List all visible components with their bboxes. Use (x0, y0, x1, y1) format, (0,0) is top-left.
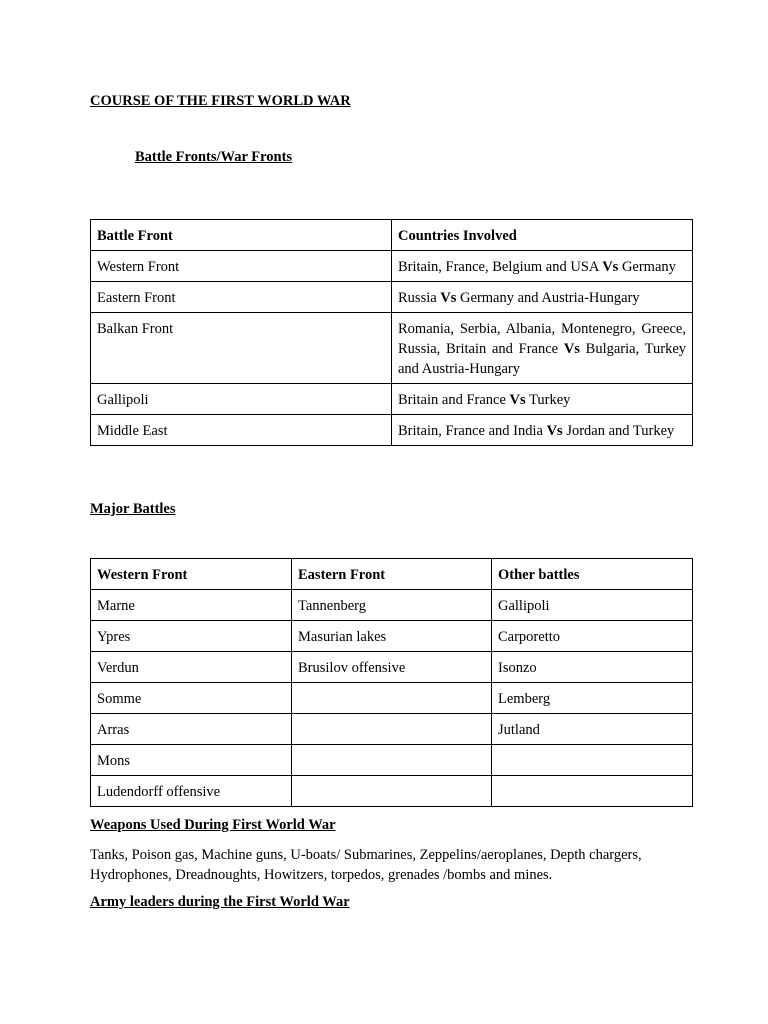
battle-cell (292, 776, 492, 807)
table-row (91, 384, 693, 415)
countries-cell (392, 313, 693, 384)
table-row (91, 590, 693, 621)
column-header-other-battles: Other battles (492, 559, 693, 590)
versus-label: Vs (602, 259, 619, 275)
battle-cell: Mons (91, 745, 292, 776)
weapons-paragraph: Tanks, Poison gas, Machine guns, U-boats/ Submarines, Zeppelins/aeroplanes, Depth chargers, Hydrophones, Dreadnoughts, Howitzers, torpedos, grenades /bombs and mines. (90, 847, 642, 883)
table-row (91, 282, 693, 313)
versus-label: Vs (546, 423, 563, 439)
countries-side-a: Britain and France (398, 392, 506, 408)
countries-side-a: Russia (398, 290, 437, 306)
battle-cell: Marne (91, 590, 292, 621)
versus-label: Vs (509, 392, 526, 408)
table-row (91, 251, 693, 282)
table-row (91, 415, 693, 446)
table-row (91, 652, 693, 683)
countries-side-b: Turkey (529, 392, 571, 408)
battle-cell: Verdun (91, 652, 292, 683)
front-name-cell: Balkan Front (91, 313, 392, 384)
column-header-countries-involved: Countries Involved (392, 220, 693, 251)
battle-cell: Ludendorff offensive (91, 776, 292, 807)
battle-cell (292, 683, 492, 714)
battle-cell: Jutland (492, 714, 693, 745)
countries-side-a: Britain, France and India (398, 423, 543, 439)
countries-side-b: Germany and Austria-Hungary (460, 290, 640, 306)
column-header-western-front: Western Front (91, 559, 292, 590)
table-header-row (91, 559, 693, 590)
battle-cell: Gallipoli (492, 590, 693, 621)
table-row (91, 714, 693, 745)
battle-cell: Lemberg (492, 683, 693, 714)
battle-cell: Isonzo (492, 652, 693, 683)
front-name-cell: Eastern Front (91, 282, 392, 313)
front-name-cell: Gallipoli (91, 384, 392, 415)
battle-cell (492, 745, 693, 776)
battle-cell: Arras (91, 714, 292, 745)
section-heading-weapons: Weapons Used During First World War (90, 817, 336, 833)
countries-cell (392, 415, 693, 446)
countries-side-b: Bulgaria, Turkey and Austria-Hungary (398, 341, 687, 377)
versus-label: Vs (563, 341, 580, 357)
battle-fronts-table (90, 219, 693, 446)
battle-cell (292, 714, 492, 745)
countries-cell (392, 251, 693, 282)
section-heading-major-battles: Major Battles (90, 501, 176, 517)
countries-side-b: Jordan and Turkey (566, 423, 675, 439)
column-header-eastern-front: Eastern Front (292, 559, 492, 590)
front-name-cell: Western Front (91, 251, 392, 282)
table-header-row (91, 220, 693, 251)
front-name-cell: Middle East (91, 415, 392, 446)
countries-side-a: Britain, France, Belgium and USA (398, 259, 599, 275)
section-heading-army-leaders: Army leaders during the First World War (90, 894, 350, 910)
countries-cell (392, 282, 693, 313)
table-row (91, 683, 693, 714)
battle-cell: Masurian lakes (292, 621, 492, 652)
table-row (91, 776, 693, 807)
countries-side-b: Germany (621, 259, 676, 275)
column-header-battle-front: Battle Front (91, 220, 392, 251)
major-battles-table (90, 558, 693, 807)
document-title: COURSE OF THE FIRST WORLD WAR (90, 93, 351, 109)
countries-cell (392, 384, 693, 415)
battle-cell: Tannenberg (292, 590, 492, 621)
battle-cell: Carporetto (492, 621, 693, 652)
table-row (91, 745, 693, 776)
battle-cell (292, 745, 492, 776)
battle-cell: Brusilov offensive (292, 652, 492, 683)
table-row (91, 621, 693, 652)
table-row (91, 313, 693, 384)
countries-side-a: Romania, Serbia, Albania, Montenegro, Greece, Russia, Britain and France (398, 321, 686, 357)
battle-cell: Somme (91, 683, 292, 714)
battle-cell: Ypres (91, 621, 292, 652)
versus-label: Vs (440, 290, 457, 306)
battle-cell (492, 776, 693, 807)
section-heading-battle-fronts: Battle Fronts/War Fronts (135, 149, 293, 165)
